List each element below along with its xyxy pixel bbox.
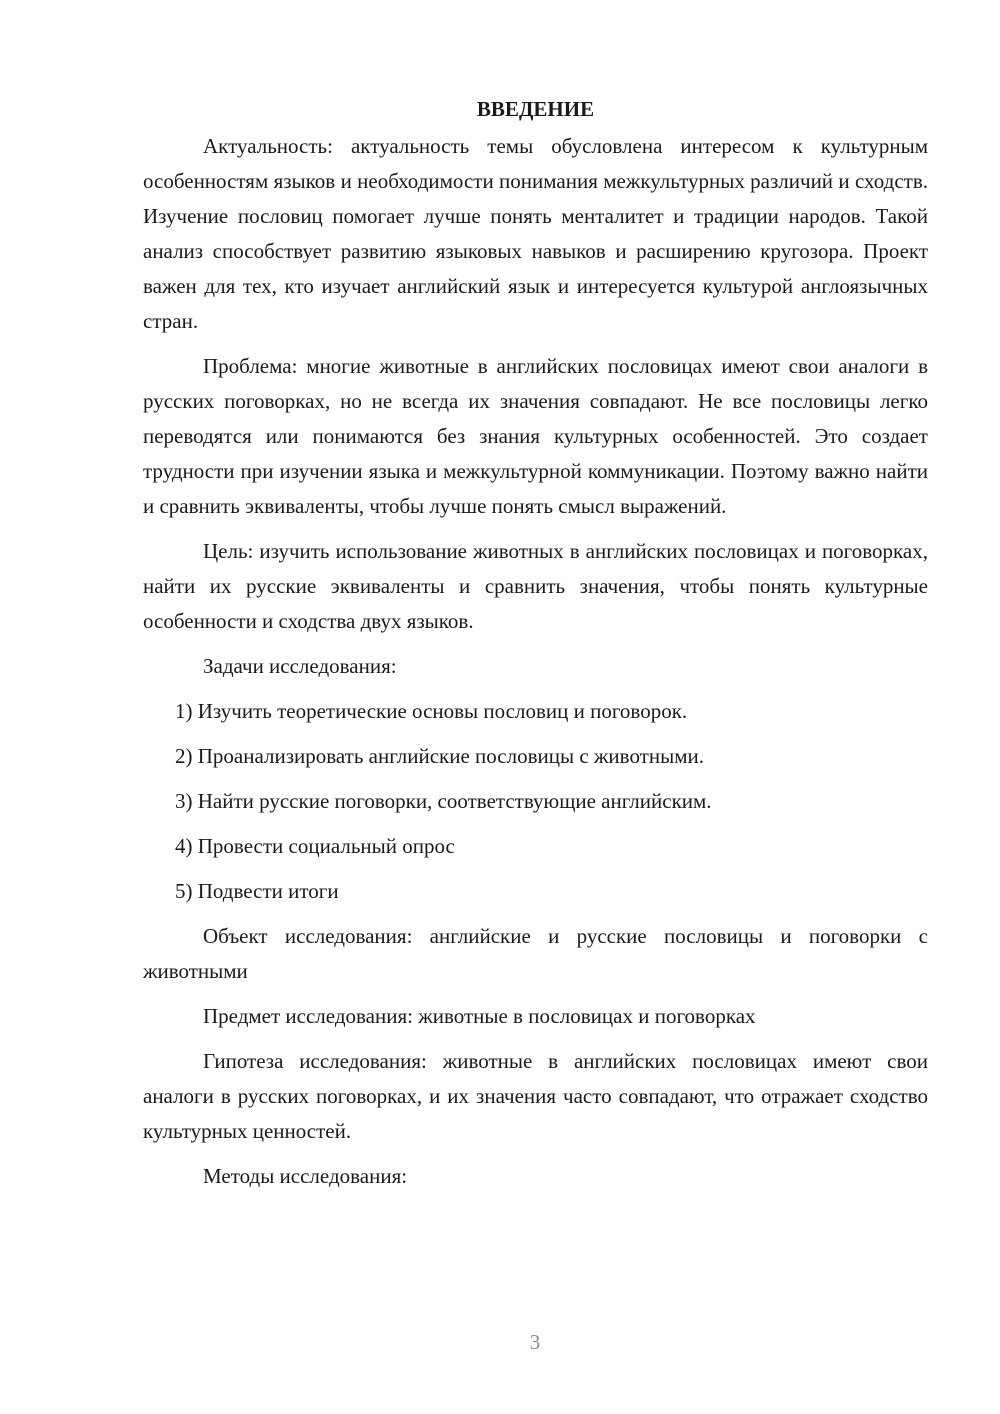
- document-page: [143, 92, 928, 1204]
- paragraph-goal: Цель: изучить использование животных в английских пословицах и поговорках, найти их русские эквиваленты и сравнить значения, чтобы понять культурные особенности и сходства двух языков.: [143, 539, 928, 633]
- paragraph-problem: Проблема: многие животные в английских пословицах имеют свои аналоги в русских поговорках, но не всегда их значения совпадают. Не все пословицы легко переводятся или понимаются без знания культурных особенностей. Это создает трудности при изучении языка и межкультурной коммуникации. Поэтому важно найти и сравнить эквиваленты, чтобы лучше понять смысл выражений.: [143, 354, 928, 518]
- paragraph-relevance: Актуальность: актуальность темы обусловлена интересом к культурным особенностям языков и необходимости понимания межкультурных различий и сходств. Изучение пословиц помогает лучше понять менталитет и традиции народов. Такой анализ способствует развитию языковых навыков и расширению кругозора. Проект важен для тех, кто изучает английский язык и интересуется культурой англоязычных стран.: [143, 134, 928, 333]
- paragraph-hypothesis: Гипотеза исследования: животные в английских пословицах имеют свои аналоги в русских поговорках, и их значения часто совпадают, что отражает сходство культурных ценностей.: [143, 1049, 928, 1143]
- task-item-1: 1) Изучить теоретические основы пословиц и поговорок.: [175, 699, 688, 723]
- task-item-3: 3) Найти русские поговорки, соответствующие английским.: [175, 789, 712, 813]
- paragraph-object: Объект исследования: английские и русские пословицы и поговорки с животными: [143, 924, 928, 983]
- tasks-list: [143, 694, 928, 909]
- task-item-4: 4) Провести социальный опрос: [175, 834, 455, 858]
- task-item-2: 2) Проанализировать английские пословицы с животными.: [175, 744, 704, 768]
- task-item-5: 5) Подвести итоги: [175, 879, 339, 903]
- section-heading: ВВЕДЕНИЕ: [476, 97, 595, 121]
- methods-title: Методы исследования:: [203, 1164, 408, 1188]
- page-number: 3: [529, 1330, 541, 1354]
- paragraph-subject: Предмет исследования: животные в пословицах и поговорках: [203, 1004, 756, 1028]
- tasks-title: Задачи исследования:: [203, 654, 397, 678]
